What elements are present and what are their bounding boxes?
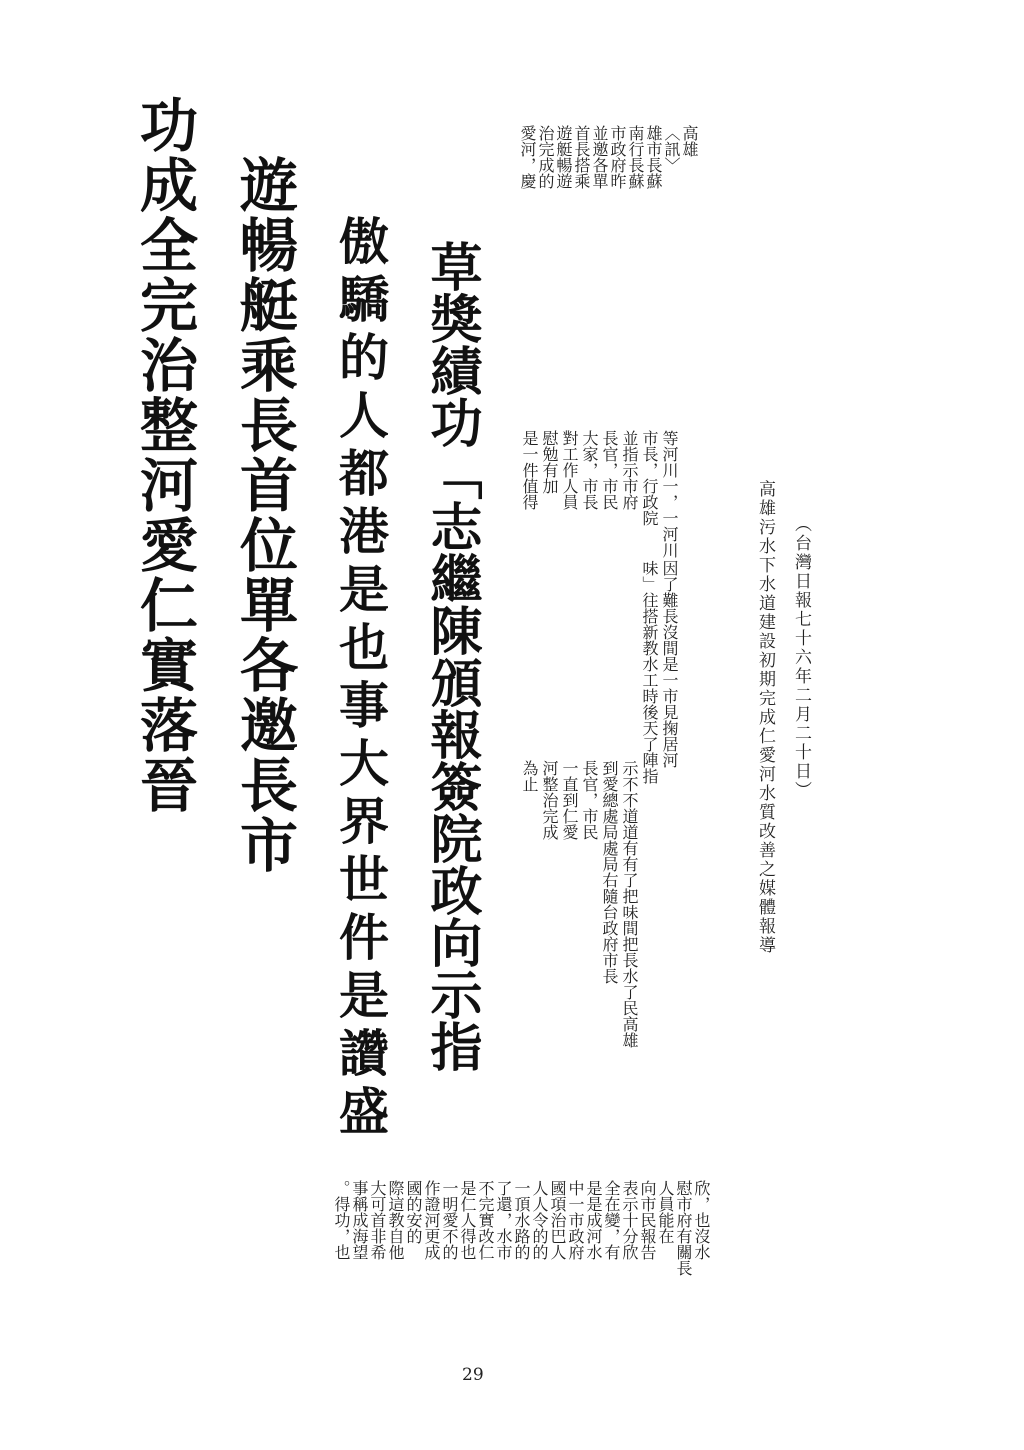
article-column: 等河川一，一河川	[660, 430, 679, 558]
headline-fourth: 草獎績功「志繼陳頒報簽院政向示指	[421, 240, 482, 1072]
caption-line-1: 高雄污水下水道建設初期完成仁愛河水質改善之媒體報導	[755, 480, 775, 955]
article-column: 慰勉有加	[540, 430, 559, 494]
article-column: 市政府昨	[608, 125, 627, 189]
headline-third: 傲驕的人都港是也事大界世件是讚盛	[331, 215, 390, 1143]
article-column: 市長，行政院	[640, 430, 659, 526]
article-column: 慰市府有關長	[674, 1180, 693, 1276]
article-column: 是是成河水	[584, 1180, 603, 1260]
article-column: 欣，也沒水	[692, 1180, 711, 1260]
article-column: 對工作人員	[560, 430, 579, 510]
article-column: 長官，市民	[580, 760, 599, 840]
article-column: 作證河更成	[422, 1180, 441, 1260]
article-column: 為止	[520, 760, 539, 792]
article-column: 高雄	[680, 125, 699, 157]
article-column: 向市民報告	[638, 1180, 657, 1260]
article-column: 因了難長沒間是一市見掬居河	[660, 560, 679, 768]
article-column: 。得功，也	[332, 1180, 351, 1260]
article-column: 國項治巴人	[548, 1180, 567, 1260]
article-column: 一明愛不的	[440, 1180, 459, 1260]
article-column: 長官，市民	[600, 430, 619, 510]
article-column: 大可首非希	[368, 1180, 387, 1260]
article-column: 是一件值得	[520, 430, 539, 510]
article-column: 事稱成海望	[350, 1180, 369, 1260]
article-column: 並指示市府	[620, 430, 639, 510]
page-number: 29	[462, 1365, 484, 1385]
article-column: 大家，市長	[580, 430, 599, 510]
article-column: 雄市長蘇	[644, 125, 663, 189]
caption-line-2: （台灣日報七十六年二月二十日）	[791, 515, 811, 800]
article-column: 不完實改仁	[476, 1180, 495, 1260]
article-column: 人人令的的	[530, 1180, 549, 1260]
article-column: 表示十分欣	[620, 1180, 639, 1260]
article-column: 中一市政府	[566, 1180, 585, 1260]
article-column: 一頂水路的	[512, 1180, 531, 1260]
article-column: 際這教自他	[386, 1180, 405, 1260]
article-column: 南行長蘇	[626, 125, 645, 189]
article-column: 遊艇暢遊	[554, 125, 573, 189]
article-column: 人員能在	[656, 1180, 675, 1244]
article-column: 首長搭乘	[572, 125, 591, 189]
article-column: 並邀各單	[590, 125, 609, 189]
article-column: 示不不道道有有了把味間把長水了民高雄	[620, 760, 639, 1048]
headline-main: 功成全完治整河愛仁實落晉	[130, 95, 198, 815]
article-column: 了還，水市	[494, 1180, 513, 1260]
article-column: 國的安的	[404, 1180, 423, 1244]
article-column: 全在變，有	[602, 1180, 621, 1260]
article-column: 味」往搭新教水工時後天了陣指	[640, 560, 659, 784]
article-column: 治完成的	[536, 125, 555, 189]
headline-second: 遊暢艇乘長首位單各邀長市	[230, 155, 298, 875]
article-column: 〈訊〉	[662, 125, 681, 173]
article-column: 到愛總處局處局右隨台政府市長	[600, 760, 619, 984]
article-column: 愛河，慶	[518, 125, 537, 189]
article-column: 一直到仁愛	[560, 760, 579, 840]
article-column: 河整治完成	[540, 760, 559, 840]
article-column: 是仁人得也	[458, 1180, 477, 1260]
